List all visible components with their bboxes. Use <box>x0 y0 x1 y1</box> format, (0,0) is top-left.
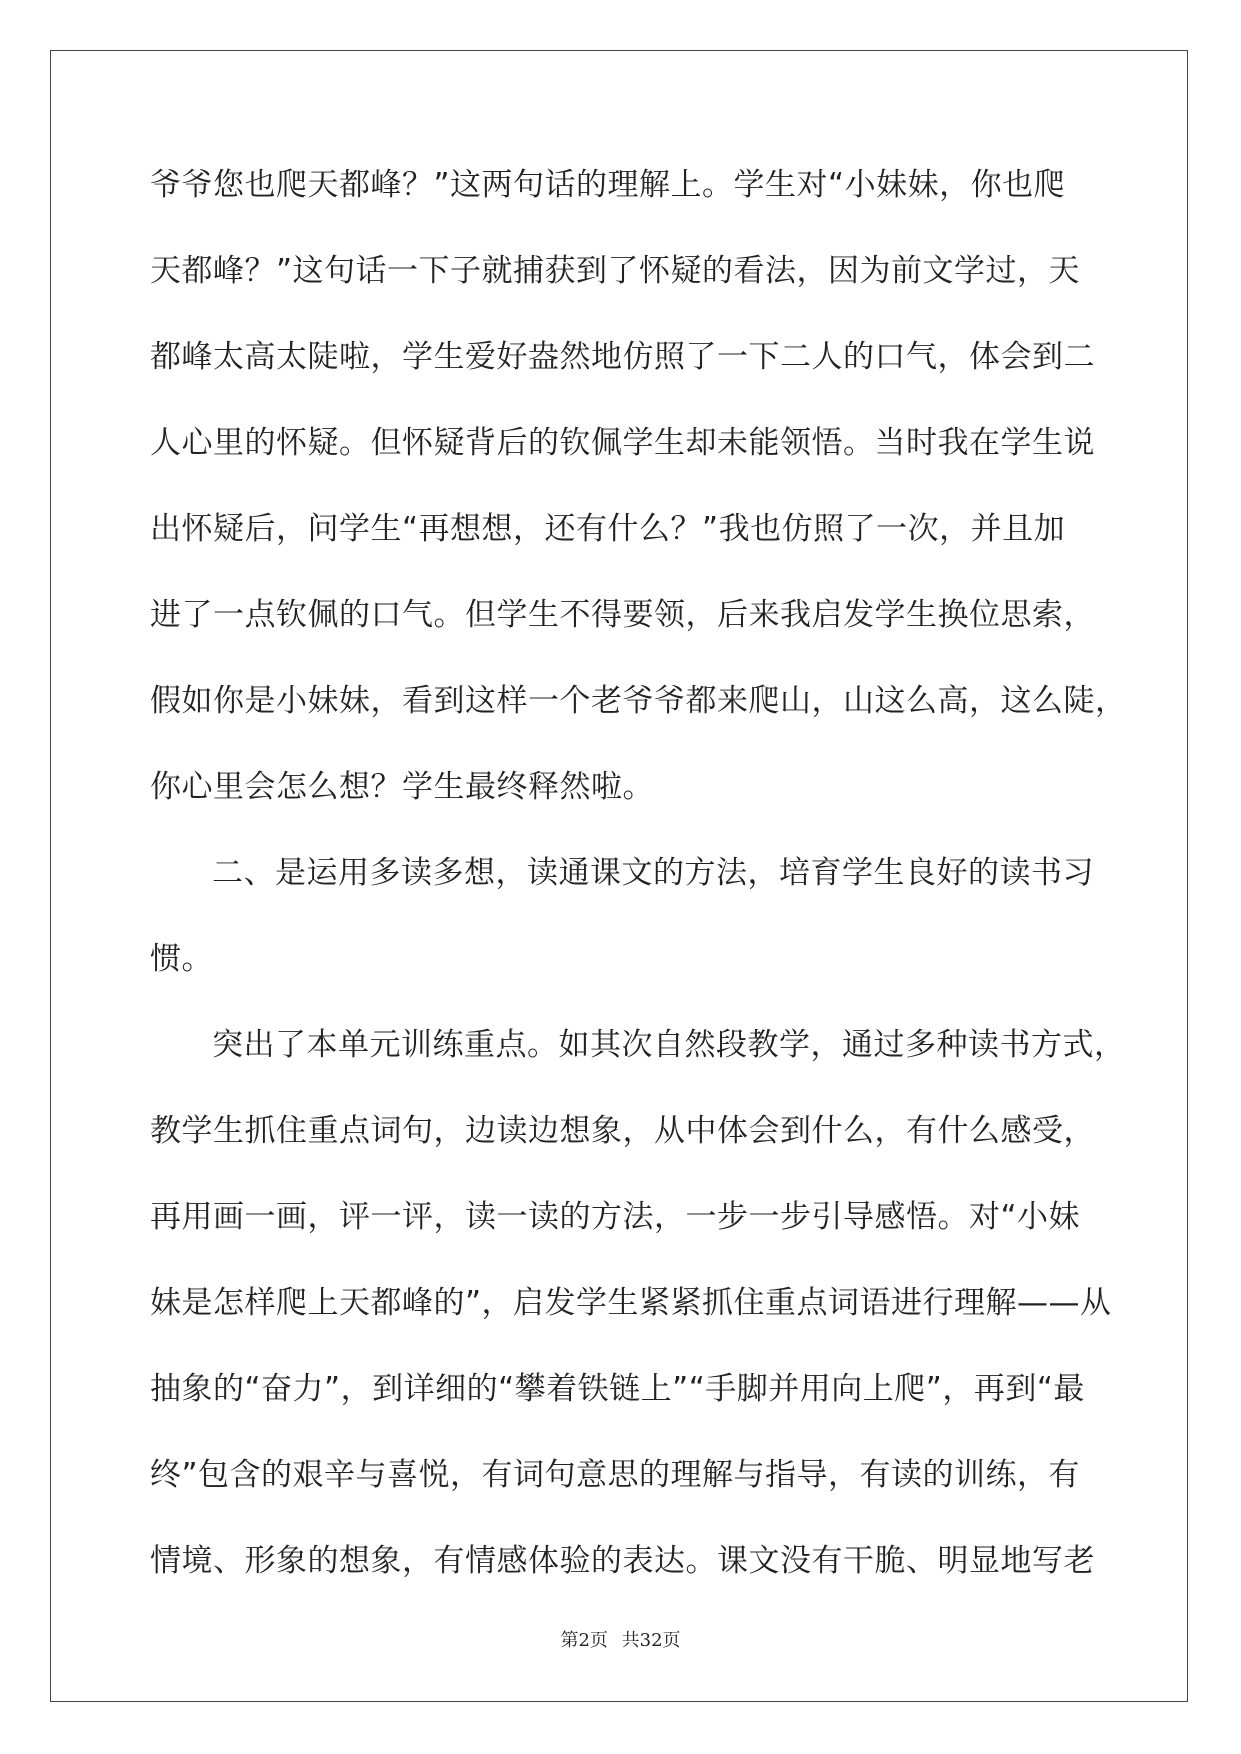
text-line: 情境、形象的想象，有情感体验的表达。课文没有干脆、明显地写老 <box>150 1543 1095 1579</box>
text-line: 再用画一画，评一评，读一读的方法，一步一步引导感悟。对“小妹 <box>150 1199 1081 1235</box>
text-line: 你心里会怎么想？学生最终释然啦。 <box>150 769 654 805</box>
text-line: 出怀疑后，问学生“再想想，还有什么？”我也仿照了一次，并且加 <box>150 511 1066 547</box>
text-line: 惯。 <box>150 941 213 977</box>
paragraph-start-line: 突出了本单元训练重点。如其次自然段教学，通过多种读书方式， <box>212 1027 1126 1063</box>
paragraph-start-line: 二、是运用多读多想，读通课文的方法，培育学生良好的读书习 <box>212 855 1094 891</box>
text-line: 进了一点钦佩的口气。但学生不得要领，后来我启发学生换位思索， <box>150 597 1095 633</box>
page-number: 第2页 <box>560 1630 608 1651</box>
body-text <box>150 158 1127 1620</box>
text-line: 抽象的“奋力”，到详细的“攀着铁链上”“手脚并用向上爬”，再到“最 <box>150 1371 1085 1407</box>
text-line: 都峰太高太陡啦，学生爱好盎然地仿照了一下二人的口气，体会到二 <box>150 339 1095 375</box>
page-total: 共32页 <box>621 1630 681 1651</box>
text-line: 爷爷您也爬天都峰？”这两句话的理解上。学生对“小妹妹，你也爬 <box>150 167 1066 203</box>
text-line: 天都峰？”这句话一下子就捕获到了怀疑的看法，因为前文学过，天 <box>150 253 1081 289</box>
text-line: 终”包含的艰辛与喜悦，有词句意思的理解与指导，有读的训练，有 <box>150 1457 1081 1493</box>
text-line: 假如你是小妹妹，看到这样一个老爷爷都来爬山，山这么高，这么陡， <box>150 683 1127 719</box>
text-line: 人心里的怀疑。但怀疑背后的钦佩学生却未能领悟。当时我在学生说 <box>150 425 1095 461</box>
text-line: 妹是怎样爬上天都峰的”，启发学生紧紧抓住重点词语进行理解——从 <box>150 1285 1112 1321</box>
text-line: 教学生抓住重点词句，边读边想象，从中体会到什么，有什么感受， <box>150 1113 1095 1149</box>
page-footer <box>0 1626 1241 1652</box>
